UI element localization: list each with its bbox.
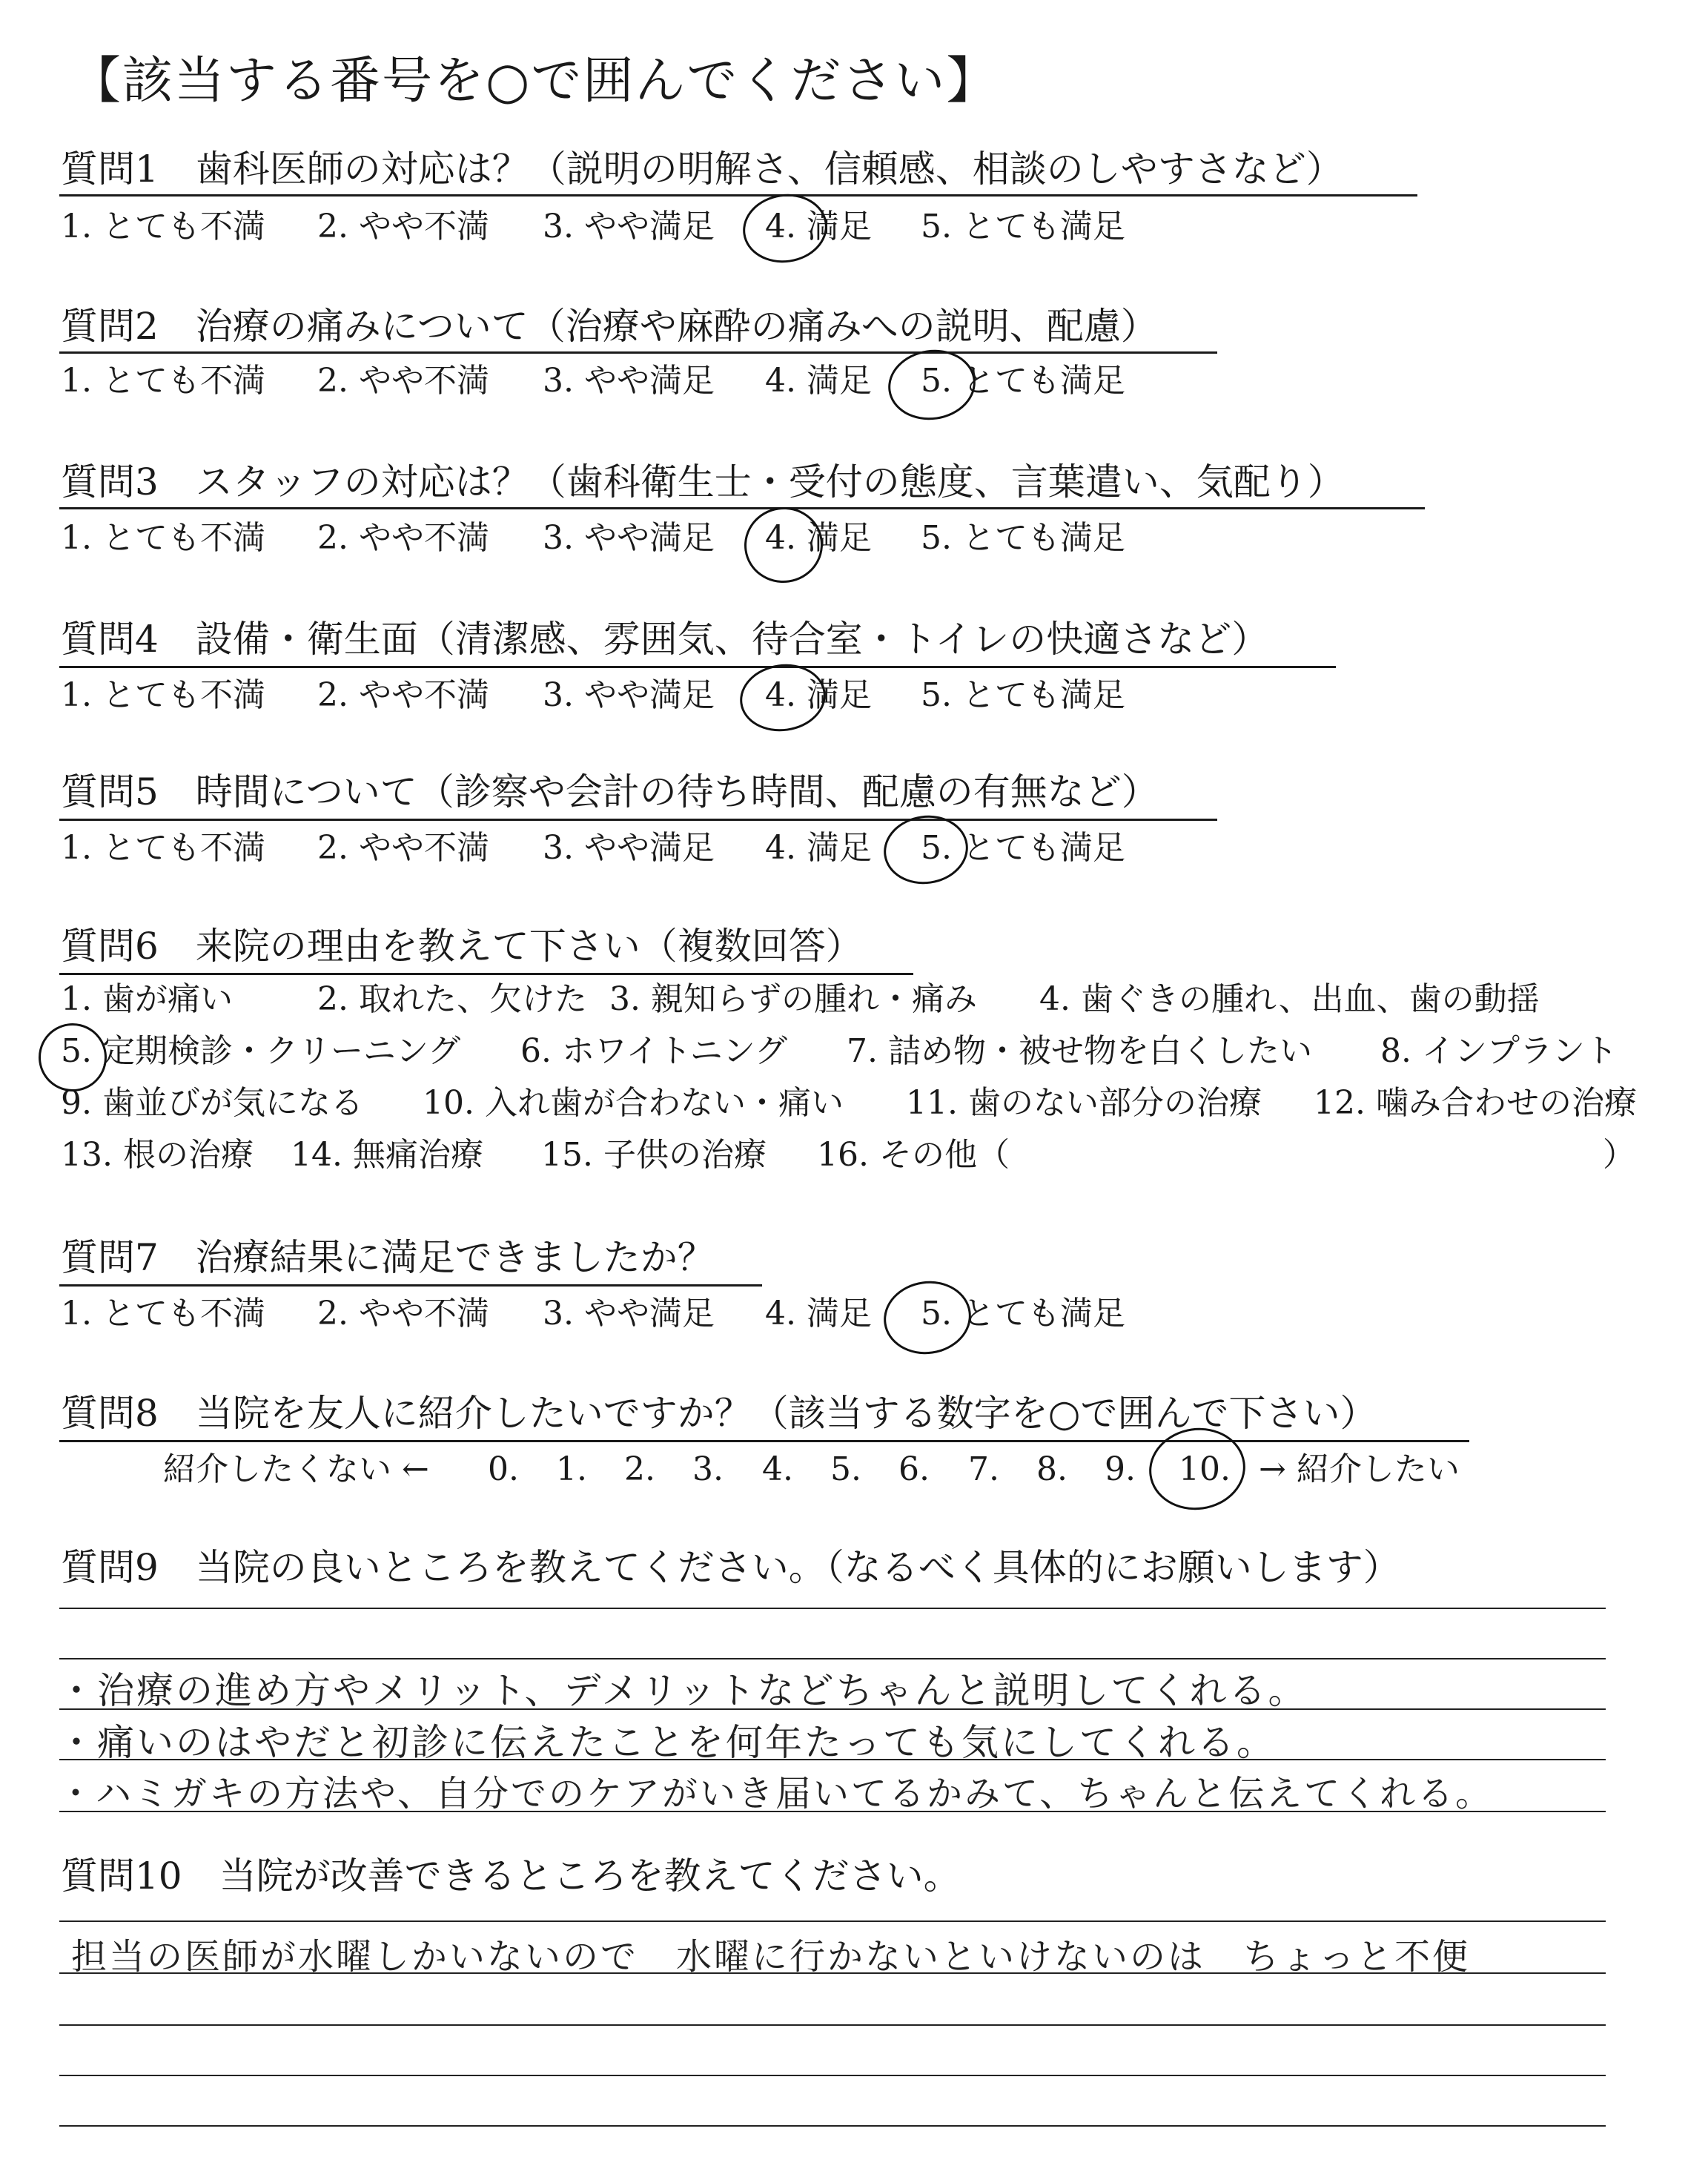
reason-12[interactable]: 12. 噛み合わせの治療 xyxy=(1314,1084,1637,1122)
selected-answer-circle xyxy=(738,189,832,268)
answer-line xyxy=(59,1608,1606,1609)
option-2[interactable]: 2. やや不満 xyxy=(317,362,489,400)
selected-answer-circle xyxy=(884,344,980,426)
question-1-options xyxy=(61,208,1247,252)
scale-9[interactable]: 9. xyxy=(1105,1450,1136,1488)
question-1-title: 質問1 歯科医師の対応は？（説明の明解さ、信頼感、相談のしやすさなど） xyxy=(61,148,1343,191)
question-2-title: 質問2 治療の痛みについて（治療や麻酔の痛みへの説明、配慮） xyxy=(61,305,1158,348)
answer-line xyxy=(59,1658,1606,1659)
option-1[interactable]: 1. とても不満 xyxy=(61,1295,265,1332)
reason-11[interactable]: 11. 歯のない部分の治療 xyxy=(906,1084,1262,1122)
question-6-options xyxy=(61,980,1677,1203)
question-3-underline xyxy=(59,507,1425,509)
question-5-underline xyxy=(59,819,1217,821)
scale-6[interactable]: 6. xyxy=(898,1450,930,1488)
option-2[interactable]: 2. やや不満 xyxy=(317,208,489,245)
question-7-title: 質問7 治療結果に満足できましたか？ xyxy=(61,1236,715,1279)
scale-5[interactable]: 5. xyxy=(830,1450,861,1488)
option-1[interactable]: 1. とても不満 xyxy=(61,829,265,867)
option-5[interactable]: 5. とても満足 xyxy=(921,362,1125,400)
option-4[interactable]: 4. 満足 xyxy=(765,676,872,714)
reason-6[interactable]: 6. ホワイトニング xyxy=(520,1032,788,1070)
answer-line xyxy=(59,2075,1606,2076)
reason-3[interactable]: 3. 親知らずの腫れ・痛み xyxy=(609,980,977,1018)
option-3[interactable]: 3. やや満足 xyxy=(543,1295,715,1332)
scale-10[interactable]: 10. xyxy=(1179,1450,1231,1488)
option-1[interactable]: 1. とても不満 xyxy=(61,676,265,714)
reason-7[interactable]: 7. 詰め物・被せ物を白くしたい xyxy=(847,1032,1312,1070)
question-5-options xyxy=(61,829,1247,873)
scale-4[interactable]: 4. xyxy=(762,1450,793,1488)
scale-2[interactable]: 2. xyxy=(624,1450,655,1488)
option-5[interactable]: 5. とても満足 xyxy=(921,208,1125,245)
scale-8[interactable]: 8. xyxy=(1036,1450,1068,1488)
scale-left-label: 紹介したくない ← xyxy=(163,1450,429,1488)
option-1[interactable]: 1. とても不満 xyxy=(61,208,265,245)
option-4[interactable]: 4. 満足 xyxy=(765,208,872,245)
scale-1[interactable]: 1. xyxy=(556,1450,587,1488)
option-5[interactable]: 5. とても満足 xyxy=(921,1295,1125,1332)
option-1[interactable]: 1. とても不満 xyxy=(61,362,265,400)
question-7-underline xyxy=(59,1284,762,1287)
option-4[interactable]: 4. 満足 xyxy=(765,519,872,557)
question-1-underline xyxy=(59,194,1417,196)
question-6-title: 質問6 来院の理由を教えて下さい（複数回答） xyxy=(61,925,863,968)
selected-answer-circle xyxy=(735,658,830,736)
question-4-underline xyxy=(59,666,1336,668)
answer-line xyxy=(59,2024,1606,2026)
other-close-paren: ） xyxy=(1603,1136,1635,1174)
selected-answer-circle xyxy=(879,1275,976,1359)
option-3[interactable]: 3. やや満足 xyxy=(543,208,715,245)
option-3[interactable]: 3. やや満足 xyxy=(543,519,715,557)
option-4[interactable]: 4. 満足 xyxy=(765,1295,872,1332)
reason-4[interactable]: 4. 歯ぐきの腫れ、出血、歯の動揺 xyxy=(1039,980,1540,1018)
reason-5[interactable]: 5. 定期検診・クリーニング xyxy=(61,1032,461,1070)
question-5-title: 質問5 時間について（診察や会計の待ち時間、配慮の有無など） xyxy=(61,770,1159,813)
selected-answer-circle xyxy=(879,810,973,890)
option-1[interactable]: 1. とても不満 xyxy=(61,519,265,557)
handwritten-answer-line: ・痛いのはやだと初診に伝えたことを何年たっても気にしてくれる。 xyxy=(58,1721,1276,1764)
question-8-scale xyxy=(163,1450,1572,1495)
option-2[interactable]: 2. やや不満 xyxy=(317,829,489,867)
option-2[interactable]: 2. やや不満 xyxy=(317,1295,489,1332)
reason-10[interactable]: 10. 入れ歯が合わない・痛い xyxy=(423,1084,844,1122)
reason-2[interactable]: 2. 取れた、欠けた xyxy=(317,980,587,1018)
question-2-options xyxy=(61,362,1247,406)
question-7-options xyxy=(61,1295,1247,1339)
answer-line xyxy=(59,2125,1606,2127)
question-8-title: 質問8 当院を友人に紹介したいですか？（該当する数字を○で囲んで下さい） xyxy=(61,1392,1377,1435)
option-4[interactable]: 4. 満足 xyxy=(765,362,872,400)
form-heading: 【該当する番号を○で囲んでください】 xyxy=(70,52,999,110)
option-3[interactable]: 3. やや満足 xyxy=(543,829,715,867)
reason-1[interactable]: 1. 歯が痛い xyxy=(61,980,233,1018)
answer-line xyxy=(59,1920,1606,1922)
reason-8[interactable]: 8. インプラント xyxy=(1380,1032,1618,1070)
question-8-underline xyxy=(59,1440,1469,1442)
question-2-underline xyxy=(59,351,1217,354)
scale-0[interactable]: 0. xyxy=(488,1450,519,1488)
scale-7[interactable]: 7. xyxy=(968,1450,999,1488)
reason-16[interactable]: 16. その他（ xyxy=(817,1136,1010,1174)
reason-14[interactable]: 14. 無痛治療 xyxy=(291,1136,483,1174)
question-10-title: 質問10 当院が改善できるところを教えてください。 xyxy=(61,1855,961,1898)
option-3[interactable]: 3. やや満足 xyxy=(543,362,715,400)
option-5[interactable]: 5. とても満足 xyxy=(921,519,1125,557)
handwritten-answer-line: 担当の医師が水曜しかいないので 水曜に行かないといけないのは ちょっと不便 xyxy=(71,1936,1471,1978)
question-6-underline xyxy=(59,973,913,975)
option-5[interactable]: 5. とても満足 xyxy=(921,676,1125,714)
option-3[interactable]: 3. やや満足 xyxy=(543,676,715,714)
selected-answer-circle xyxy=(1144,1421,1251,1516)
question-4-options xyxy=(61,676,1247,721)
option-2[interactable]: 2. やや不満 xyxy=(317,519,489,557)
handwritten-answer-line: ・ハミガキの方法や、自分でのケアがいき届いてるかみて、ちゃんと伝えてくれる。 xyxy=(58,1773,1494,1814)
scale-3[interactable]: 3. xyxy=(692,1450,724,1488)
reason-15[interactable]: 15. 子供の治療 xyxy=(541,1136,767,1174)
reason-9[interactable]: 9. 歯並びが気になる xyxy=(61,1084,363,1122)
selected-answer-circle xyxy=(739,502,827,588)
question-4-title: 質問4 設備・衛生面（清潔感、雰囲気、待合室・トイレの快適さなど） xyxy=(61,618,1269,661)
question-3-title: 質問3 スタッフの対応は？（歯科衛生士・受付の態度、言葉遣い、気配り） xyxy=(61,460,1345,503)
question-3-options xyxy=(61,519,1247,564)
handwritten-answer-line: ・治療の進め方やメリット、デメリットなどちゃんと説明してくれる。 xyxy=(58,1669,1308,1712)
option-4[interactable]: 4. 満足 xyxy=(765,829,872,867)
option-2[interactable]: 2. やや不満 xyxy=(317,676,489,714)
reason-13[interactable]: 13. 根の治療 xyxy=(61,1136,254,1174)
scale-right-label: → 紹介したい xyxy=(1259,1450,1460,1488)
question-9-title: 質問9 当院の良いところを教えてください。（なるべく具体的にお願いします） xyxy=(61,1546,1400,1589)
option-5[interactable]: 5. とても満足 xyxy=(921,829,1125,867)
